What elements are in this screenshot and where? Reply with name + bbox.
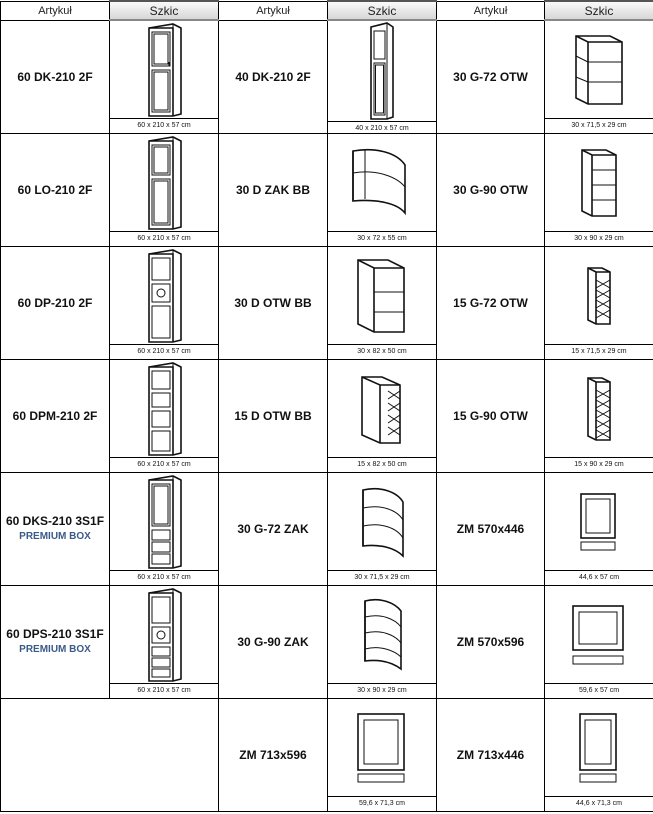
dimensions-label: 60 x 210 x 57 cm xyxy=(110,683,218,698)
dimensions-label: 15 x 90 x 29 cm xyxy=(545,457,653,472)
table-row xyxy=(1,360,653,473)
sketch-cell xyxy=(110,473,219,586)
dimensions-label: 44,6 x 57 cm xyxy=(545,570,653,585)
tall-oven-cabinet-icon xyxy=(110,247,218,344)
article-name: ZM 713x446 xyxy=(456,748,525,762)
article-name: 15 G-90 OTW xyxy=(453,409,528,423)
column-header-article: Artykuł xyxy=(219,1,328,20)
premium-box-label: PREMIUM BOX xyxy=(19,531,91,542)
dimensions-label: 59,6 x 57 cm xyxy=(545,683,653,698)
sketch-cell xyxy=(328,699,437,812)
article-cell xyxy=(219,586,328,699)
article-name: 60 DK-210 2F xyxy=(17,69,93,84)
dishwasher-front-tall-narrow-panel-icon xyxy=(545,699,653,796)
dimensions-label: 60 x 210 x 57 cm xyxy=(110,570,218,585)
article-name: 60 LO-210 2F xyxy=(17,183,93,197)
narrow-wine-rack-wall-icon xyxy=(545,247,653,344)
article-name: 60 DP-210 2F xyxy=(17,296,93,310)
article-cell xyxy=(1,473,110,586)
article-cell xyxy=(437,586,545,699)
dimensions-label: 30 x 90 x 29 cm xyxy=(328,683,436,698)
tall-cabinet-two-doors-icon xyxy=(110,21,218,118)
article-cell xyxy=(1,586,110,699)
article-name: ZM 713x596 xyxy=(239,748,307,762)
table-row xyxy=(1,20,653,134)
column-header-sketch: Szkic xyxy=(545,1,653,20)
article-name: ZM 570x596 xyxy=(456,635,525,649)
sketch-cell xyxy=(328,20,437,134)
article-name: 15 G-72 OTW xyxy=(453,296,528,310)
rounded-corner-tall-wall-shelf-icon xyxy=(328,586,436,683)
dimensions-label: 60 x 210 x 57 cm xyxy=(110,457,218,472)
dimensions-label: 30 x 82 x 50 cm xyxy=(328,344,436,359)
tall-cabinet-drawers-icon xyxy=(110,473,218,570)
narrow-wine-rack-tall-wall-icon xyxy=(545,360,653,457)
table-row xyxy=(1,586,653,699)
dimensions-label: 60 x 210 x 57 cm xyxy=(110,344,218,359)
article-cell xyxy=(437,699,545,812)
empty-cell xyxy=(1,699,219,812)
sketch-cell xyxy=(545,134,653,247)
article-cell xyxy=(219,134,328,247)
dimensions-label: 60 x 210 x 57 cm xyxy=(110,231,218,246)
dimensions-label: 30 x 90 x 29 cm xyxy=(545,231,653,246)
sketch-cell xyxy=(545,473,653,586)
table-row xyxy=(1,247,653,360)
article-name: 60 DPS-210 3S1F xyxy=(6,627,104,641)
tall-oven-microwave-cabinet-icon xyxy=(110,360,218,457)
article-name: 15 D OTW BB xyxy=(234,409,312,423)
article-cell xyxy=(219,247,328,360)
article-cell xyxy=(219,473,328,586)
article-name: 30 G-90 OTW xyxy=(453,183,528,197)
column-header-article: Artykuł xyxy=(1,1,110,20)
article-cell xyxy=(1,134,110,247)
dimensions-label: 59,6 x 71,3 cm xyxy=(328,796,436,811)
header-row xyxy=(1,1,653,20)
sketch-cell xyxy=(328,586,437,699)
dimensions-label: 15 x 82 x 50 cm xyxy=(328,457,436,472)
article-name: 30 G-72 ZAK xyxy=(237,522,309,536)
article-cell xyxy=(437,134,545,247)
open-shelf-tall-wall-cabinet-icon xyxy=(545,134,653,231)
dishwasher-front-panel-icon xyxy=(545,473,653,570)
open-base-cabinet-icon xyxy=(328,247,436,344)
article-cell xyxy=(219,360,328,473)
article-name: 30 G-90 ZAK xyxy=(237,635,309,649)
sketch-cell xyxy=(328,134,437,247)
tall-narrow-cabinet-icon xyxy=(328,21,436,121)
article-cell xyxy=(219,20,328,134)
sketch-cell xyxy=(328,473,437,586)
column-header-sketch: Szkic xyxy=(328,1,437,20)
sketch-cell xyxy=(545,20,653,134)
narrow-base-wine-rack-icon xyxy=(328,360,436,457)
sketch-cell xyxy=(328,247,437,360)
sketch-cell xyxy=(545,586,653,699)
article-name: 30 D ZAK BB xyxy=(235,183,310,197)
tall-oven-drawers-cabinet-icon xyxy=(110,586,218,683)
article-cell xyxy=(437,20,545,134)
article-name: 30 D OTW BB xyxy=(234,296,312,310)
article-cell xyxy=(1,20,110,134)
article-name: 60 DPM-210 2F xyxy=(12,409,98,423)
article-name: ZM 570x446 xyxy=(456,522,525,536)
article-cell xyxy=(437,247,545,360)
article-cell xyxy=(219,699,328,812)
sketch-cell xyxy=(545,247,653,360)
article-cell xyxy=(1,247,110,360)
table-row xyxy=(1,134,653,247)
rounded-corner-wall-shelf-icon xyxy=(328,473,436,570)
table-row xyxy=(1,473,653,586)
dimensions-label: 15 x 71,5 x 29 cm xyxy=(545,344,653,359)
article-name: 30 G-72 OTW xyxy=(453,69,528,84)
article-cell xyxy=(437,473,545,586)
sketch-cell xyxy=(110,360,219,473)
dimensions-label: 30 x 72 x 55 cm xyxy=(328,231,436,246)
article-cell xyxy=(1,360,110,473)
dimensions-label: 30 x 71,5 x 29 cm xyxy=(545,118,653,133)
dimensions-label: 44,6 x 71,3 cm xyxy=(545,796,653,811)
dimensions-label: 30 x 71,5 x 29 cm xyxy=(328,570,436,585)
sketch-cell xyxy=(545,360,653,473)
tall-fridge-cabinet-icon xyxy=(110,134,218,231)
rounded-end-base-shelf-icon xyxy=(328,134,436,231)
sketch-cell xyxy=(110,134,219,247)
dimensions-label: 40 x 210 x 57 cm xyxy=(328,121,436,136)
article-name: 40 DK-210 2F xyxy=(235,69,311,84)
article-cell xyxy=(437,360,545,473)
sketch-cell xyxy=(110,247,219,360)
column-header-sketch: Szkic xyxy=(110,1,219,20)
dishwasher-front-wide-panel-icon xyxy=(545,586,653,683)
article-name: 60 DKS-210 3S1F xyxy=(5,514,105,528)
sketch-cell xyxy=(110,20,219,134)
table-row xyxy=(1,699,653,812)
column-header-article: Artykuł xyxy=(437,1,545,20)
premium-box-label: PREMIUM BOX xyxy=(19,644,91,655)
dishwasher-front-tall-panel-icon xyxy=(328,699,436,796)
dimensions-label: 60 x 210 x 57 cm xyxy=(110,118,218,133)
open-shelf-wall-cabinet-icon xyxy=(545,21,653,118)
sketch-cell xyxy=(328,360,437,473)
sketch-cell xyxy=(545,699,653,812)
sketch-cell xyxy=(110,586,219,699)
